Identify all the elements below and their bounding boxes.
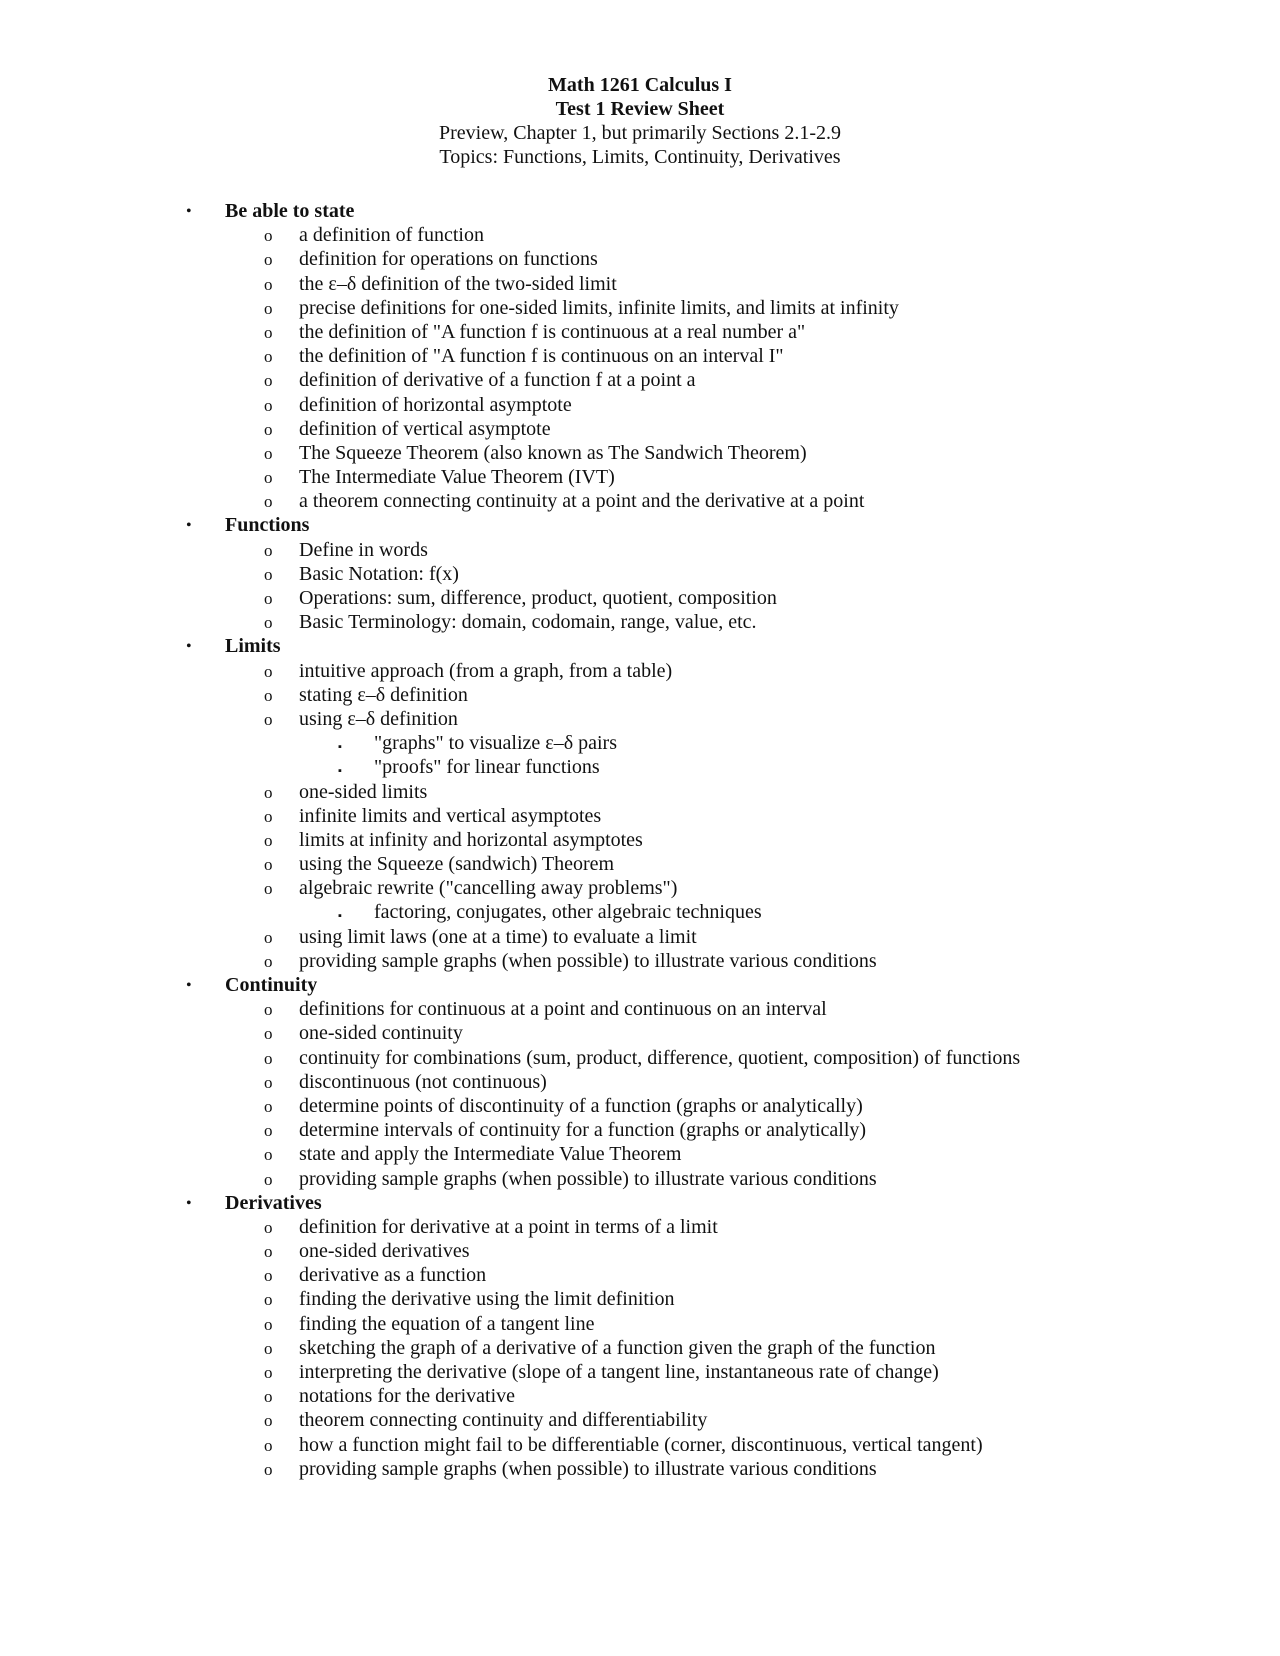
circle-bullet-icon: o [264, 371, 273, 391]
list-item-text: determine intervals of continuity for a function (graphs or analytically) [299, 1119, 867, 1142]
list-item [0, 223, 1280, 247]
list-item [0, 1094, 1280, 1118]
list-item-text: precise definitions for one-sided limits, infinite limits, and limits at infinity [299, 296, 899, 319]
list-item-text: continuity for combinations (sum, product, difference, quotient, composition) of functions [299, 1046, 1021, 1069]
list-item [0, 804, 1280, 828]
section-heading [0, 513, 1280, 537]
list-item [0, 780, 1280, 804]
list-item [0, 659, 1280, 683]
list-item [0, 1021, 1280, 1045]
list-item-text: state and apply the Intermediate Value Theorem [299, 1143, 682, 1166]
list-item [0, 1360, 1280, 1384]
list-item-text: limits at infinity and horizontal asymptotes [299, 828, 643, 851]
circle-bullet-icon: o [264, 782, 273, 802]
list-item-text: definition for derivative at a point in terms of a limit [299, 1215, 718, 1238]
circle-bullet-icon: o [264, 419, 273, 439]
circle-bullet-icon: o [264, 1387, 273, 1407]
circle-bullet-icon: o [264, 709, 273, 729]
circle-bullet-icon: o [264, 1266, 273, 1286]
circle-bullet-icon: o [264, 1169, 273, 1189]
circle-bullet-icon: o [264, 540, 273, 560]
list-item [0, 538, 1280, 562]
list-item [0, 272, 1280, 296]
list-item-text: definition of vertical asymptote [299, 417, 551, 440]
circle-bullet-icon: o [264, 250, 273, 270]
bullet-icon: • [186, 203, 192, 220]
circle-bullet-icon: o [264, 347, 273, 367]
section-heading-text: Be able to state [225, 200, 355, 222]
list-item [0, 925, 1280, 949]
circle-bullet-icon: o [264, 468, 273, 488]
circle-bullet-icon: o [264, 879, 273, 899]
list-item-text: Basic Terminology: domain, codomain, range, value, etc. [299, 611, 757, 634]
list-item-text: providing sample graphs (when possible) to illustrate various conditions [299, 949, 877, 972]
list-item-text: finding the equation of a tangent line [299, 1312, 595, 1335]
list-item [0, 465, 1280, 489]
list-item [0, 852, 1280, 876]
bullet-icon: • [186, 977, 192, 994]
circle-bullet-icon: o [264, 951, 273, 971]
circle-bullet-icon: o [264, 1000, 273, 1020]
circle-bullet-icon: o [264, 226, 273, 246]
circle-bullet-icon: o [264, 443, 273, 463]
square-bullet-icon: ▪ [338, 765, 342, 778]
list-item [0, 1312, 1280, 1336]
sub-list-item [0, 900, 1280, 924]
list-item [0, 1263, 1280, 1287]
sub-list-item [0, 731, 1280, 755]
list-item-text: infinite limits and vertical asymptotes [299, 804, 602, 827]
circle-bullet-icon: o [264, 1242, 273, 1262]
list-item-text: sketching the graph of a derivative of a function given the graph of the function [299, 1336, 936, 1359]
list-item [0, 1457, 1280, 1481]
list-item [0, 876, 1280, 900]
list-item-text: one-sided continuity [299, 1022, 463, 1045]
list-item-text: algebraic rewrite ("cancelling away problems") [299, 877, 678, 900]
list-item [0, 1336, 1280, 1360]
bullet-icon: • [186, 1194, 192, 1212]
circle-bullet-icon: o [264, 1048, 273, 1068]
circle-bullet-icon: o [264, 1435, 273, 1455]
list-item [0, 1215, 1280, 1239]
circle-bullet-icon: o [264, 1072, 273, 1092]
bullet-icon: • [186, 517, 192, 535]
list-item [0, 344, 1280, 368]
list-item-text: theorem connecting continuity and differentiability [299, 1409, 708, 1432]
list-item-text: one-sided limits [299, 780, 428, 803]
circle-bullet-icon: o [264, 1459, 273, 1479]
list-item-text: determine points of discontinuity of a function (graphs or analytically) [299, 1094, 863, 1117]
topics-line: Topics: Functions, Limits, Continuity, Derivatives [439, 146, 841, 168]
section-heading [0, 634, 1280, 658]
circle-bullet-icon: o [264, 564, 273, 584]
list-item-text: a definition of function [299, 224, 484, 247]
circle-bullet-icon: o [264, 1411, 273, 1431]
sub-list-item-text: "graphs" to visualize ε–δ pairs [374, 732, 617, 755]
section-heading [0, 973, 1280, 997]
circle-bullet-icon: o [264, 927, 273, 947]
circle-bullet-icon: o [264, 492, 273, 512]
document-header [0, 73, 1280, 169]
circle-bullet-icon: o [264, 661, 273, 681]
list-item-text: stating ε–δ definition [299, 683, 468, 706]
list-item-text: a theorem connecting continuity at a point and the derivative at a point [299, 490, 865, 513]
list-item-text: derivative as a function [299, 1264, 487, 1287]
list-item-text: definition for operations on functions [299, 248, 598, 271]
sheet-title: Test 1 Review Sheet [555, 98, 725, 120]
list-item [0, 683, 1280, 707]
list-item [0, 1046, 1280, 1070]
list-item [0, 417, 1280, 441]
list-item-text: definition of derivative of a function f at a point a [299, 369, 696, 392]
list-item-text: using limit laws (one at a time) to evaluate a limit [299, 925, 697, 948]
circle-bullet-icon: o [264, 1096, 273, 1116]
list-item-text: providing sample graphs (when possible) to illustrate various conditions [299, 1167, 877, 1190]
list-item-text: Define in words [299, 538, 428, 561]
list-item-text: notations for the derivative [299, 1385, 516, 1408]
section-heading-text: Continuity [225, 974, 318, 996]
list-item-text: definitions for continuous at a point and continuous on an interval [299, 998, 827, 1021]
list-item [0, 1239, 1280, 1263]
coverage-line: Preview, Chapter 1, but primarily Sections 2.1-2.9 [439, 122, 841, 144]
list-item [0, 586, 1280, 610]
list-item [0, 1408, 1280, 1432]
list-item [0, 247, 1280, 271]
list-item [0, 610, 1280, 634]
list-item [0, 1118, 1280, 1142]
section-heading-text: Derivatives [225, 1191, 322, 1214]
list-item-text: one-sided derivatives [299, 1240, 470, 1263]
square-bullet-icon: ▪ [338, 741, 342, 754]
square-bullet-icon: ▪ [338, 910, 342, 923]
section-heading [0, 1191, 1280, 1215]
list-item-text: The Intermediate Value Theorem (IVT) [299, 466, 615, 489]
circle-bullet-icon: o [264, 1145, 273, 1165]
list-item [0, 368, 1280, 392]
list-item [0, 1287, 1280, 1311]
list-item-text: the ε–δ definition of the two-sided limit [299, 272, 617, 295]
circle-bullet-icon: o [264, 1217, 273, 1237]
list-item [0, 997, 1280, 1021]
list-item [0, 393, 1280, 417]
circle-bullet-icon: o [264, 685, 273, 705]
list-item [0, 949, 1280, 973]
list-item-text: finding the derivative using the limit definition [299, 1288, 675, 1311]
list-item [0, 489, 1280, 513]
circle-bullet-icon: o [264, 1121, 273, 1141]
list-item [0, 1433, 1280, 1457]
list-item-text: definition of horizontal asymptote [299, 393, 572, 416]
circle-bullet-icon: o [264, 395, 273, 415]
list-item [0, 828, 1280, 852]
circle-bullet-icon: o [264, 613, 273, 633]
circle-bullet-icon: o [264, 1314, 273, 1334]
circle-bullet-icon: o [264, 1024, 273, 1044]
list-item [0, 1384, 1280, 1408]
list-item [0, 562, 1280, 586]
circle-bullet-icon: o [264, 1290, 273, 1310]
list-item-text: Operations: sum, difference, product, quotient, composition [299, 587, 777, 609]
sub-list-item-text: "proofs" for linear functions [374, 756, 600, 779]
review-outline [0, 199, 1280, 1481]
circle-bullet-icon: o [264, 806, 273, 826]
circle-bullet-icon: o [264, 274, 273, 294]
circle-bullet-icon: o [264, 298, 273, 318]
circle-bullet-icon: o [264, 1338, 273, 1358]
list-item-text: providing sample graphs (when possible) to illustrate various conditions [299, 1457, 877, 1480]
section-heading [0, 199, 1280, 223]
list-item-text: intuitive approach (from a graph, from a table) [299, 659, 673, 682]
sub-list-item-text: factoring, conjugates, other algebraic techniques [374, 901, 762, 924]
list-item [0, 1142, 1280, 1166]
list-item-text: using ε–δ definition [299, 707, 458, 730]
list-item-text: using the Squeeze (sandwich) Theorem [299, 853, 615, 876]
list-item-text: how a function might fail to be differentiable (corner, discontinuous, vertical tangent) [299, 1433, 983, 1456]
circle-bullet-icon: o [264, 589, 273, 608]
section-heading-text: Functions [225, 514, 310, 537]
sub-list-item [0, 755, 1280, 779]
list-item-text: The Squeeze Theorem (also known as The Sandwich Theorem) [299, 441, 807, 464]
list-item-text: the definition of "A function f is continuous on an interval I" [299, 345, 784, 368]
circle-bullet-icon: o [264, 1363, 273, 1382]
list-item-text: the definition of "A function f is continuous at a real number a" [299, 320, 806, 343]
circle-bullet-icon: o [264, 322, 273, 342]
list-item-text: interpreting the derivative (slope of a tangent line, instantaneous rate of change) [299, 1361, 939, 1383]
bullet-icon: • [186, 638, 192, 656]
circle-bullet-icon: o [264, 855, 273, 875]
list-item [0, 441, 1280, 465]
list-item-text: discontinuous (not continuous) [299, 1070, 547, 1093]
list-item [0, 1167, 1280, 1191]
course-title: Math 1261 Calculus I [548, 74, 732, 96]
list-item [0, 707, 1280, 731]
section-heading-text: Limits [225, 635, 281, 658]
list-item [0, 296, 1280, 320]
list-item [0, 320, 1280, 344]
circle-bullet-icon: o [264, 830, 273, 850]
list-item [0, 1070, 1280, 1094]
list-item-text: Basic Notation: f(x) [299, 562, 459, 585]
